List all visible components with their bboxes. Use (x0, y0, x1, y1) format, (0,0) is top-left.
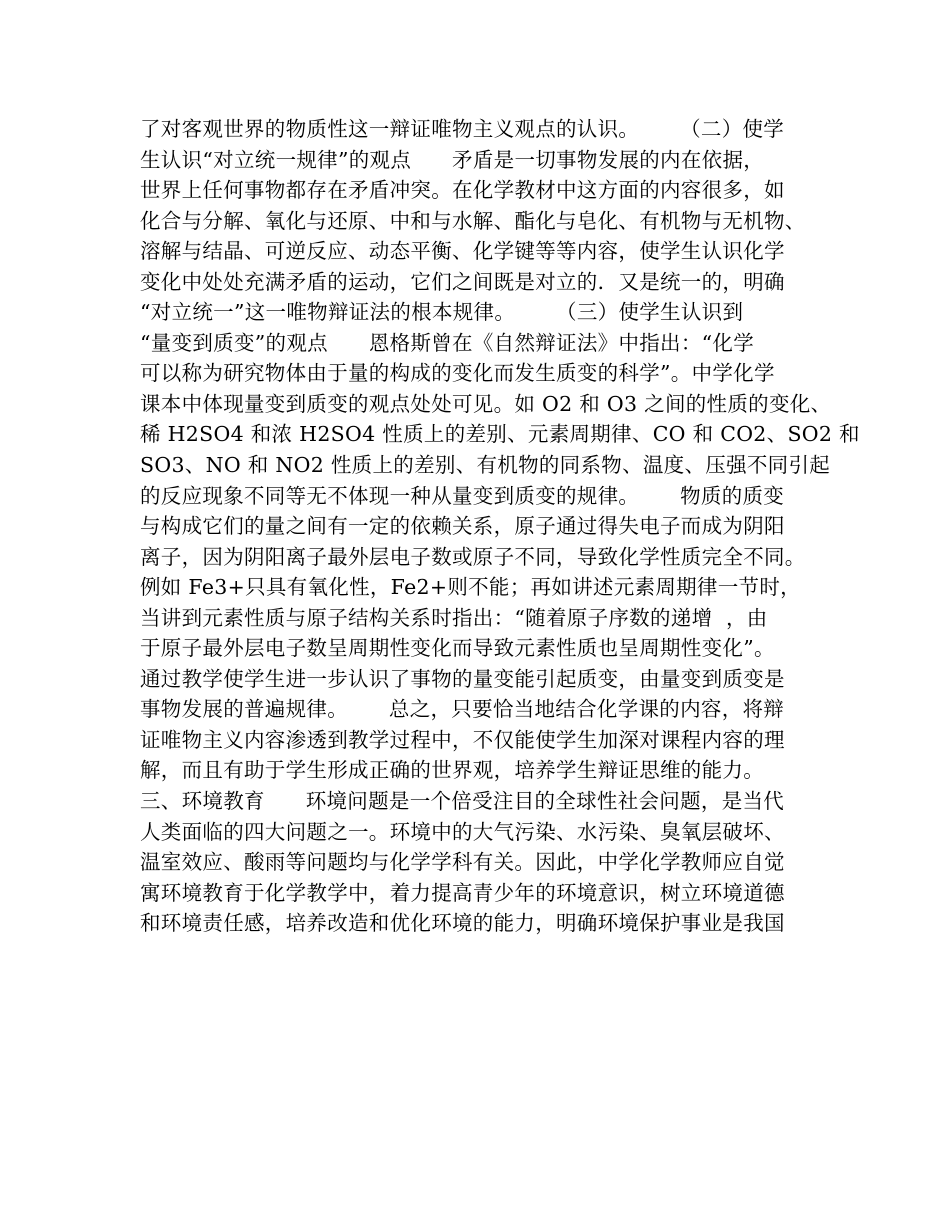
text-line: 当讲到元素性质与原子结构关系时指出：“随着原子序数的递增 ，由 (140, 605, 768, 630)
text-line: 三、环境教育 环境问题是一个倍受注目的全球性社会问题，是当代 (140, 789, 785, 814)
text-line: 离子，因为阴阳离子最外层电子数或原子不同，导致化学性质完全不同。 (140, 544, 806, 569)
text-line: “量变到质变”的观点 恩格斯曾在《自然辩证法》中指出：“化学 (140, 330, 755, 355)
text-line: 了对客观世界的物质性这一辩证唯物主义观点的认识。 （二）使学 (140, 117, 785, 141)
text-line: 溶解与结晶、可逆反应、动态平衡、化学键等等内容，使学生认识化学 (140, 239, 785, 264)
text-line: 生认识“对立统一规律”的观点 矛盾是一切事物发展的内在依据， (140, 147, 765, 172)
text-line: 解，而且有助于学生形成正确的世界观，培养学生辩证思维的能力。 (140, 758, 764, 783)
text-line: 化合与分解、氧化与还原、中和与水解、酯化与皂化、有机物与无机物、 (140, 208, 806, 233)
text-line: 课本中体现量变到质变的观点处处可见。如 O2 和 O3 之间的性质的变化、 (140, 391, 832, 416)
text-line: 与构成它们的量之间有一定的依赖关系，原子通过得失电子而成为阴阳 (140, 514, 785, 539)
text-line: 证唯物主义内容渗透到教学过程中，不仅能使学生加深对课程内容的理 (140, 727, 785, 752)
text-line: 通过教学使学生进一步认识了事物的量变能引起质变，由量变到质变是 (140, 666, 785, 691)
text-line: 世界上任何事物都存在矛盾冲突。在化学教材中这方面的内容很多，如 (140, 178, 785, 203)
text-line: 可以称为研究物体由于量的构成的变化而发生质变的科学”。中学化学 (140, 361, 775, 386)
text-line: 温室效应、酸雨等问题均与化学学科有关。因此，中学化学教师应自觉 (140, 850, 785, 875)
body-text (140, 114, 860, 939)
text-line: 事物发展的普遍规律。 总之，只要恰当地结合化学课的内容，将辩 (140, 697, 785, 722)
text-line: 寓环境教育于化学教学中，着力提高青少年的环境意识，树立环境道德 (140, 880, 785, 905)
text-line: 人类面临的四大问题之一。环境中的大气污染、水污染、臭氧层破坏、 (140, 819, 785, 844)
text-line: 例如 Fe3+只具有氧化性，Fe2+则不能；再如讲述元素周期律一节时， (140, 575, 801, 600)
text-line: 变化中处处充满矛盾的运动，它们之间既是对立的．又是统一的，明确 (140, 269, 785, 294)
text-line: SO3、NO 和 NO2 性质上的差别、有机物的同系物、温度、压强不同引起 (140, 453, 831, 478)
text-line: 和环境责任感，培养改造和优化环境的能力，明确环境保护事业是我国 (140, 911, 785, 936)
text-line: “对立统一”这一唯物辩证法的根本规律。 （三）使学生认识到 (140, 300, 744, 325)
text-line: 于原子最外层电子数呈周期性变化而导致元素性质也呈周期性变化”。 (140, 636, 775, 661)
text-line: 的反应现象不同等无不体现一种从量变到质变的规律。 物质的质变 (140, 483, 785, 508)
text-line: 稀 H2SO4 和浓 H2SO4 性质上的差别、元素周期律、CO 和 CO2、SO2 和 (140, 422, 860, 447)
